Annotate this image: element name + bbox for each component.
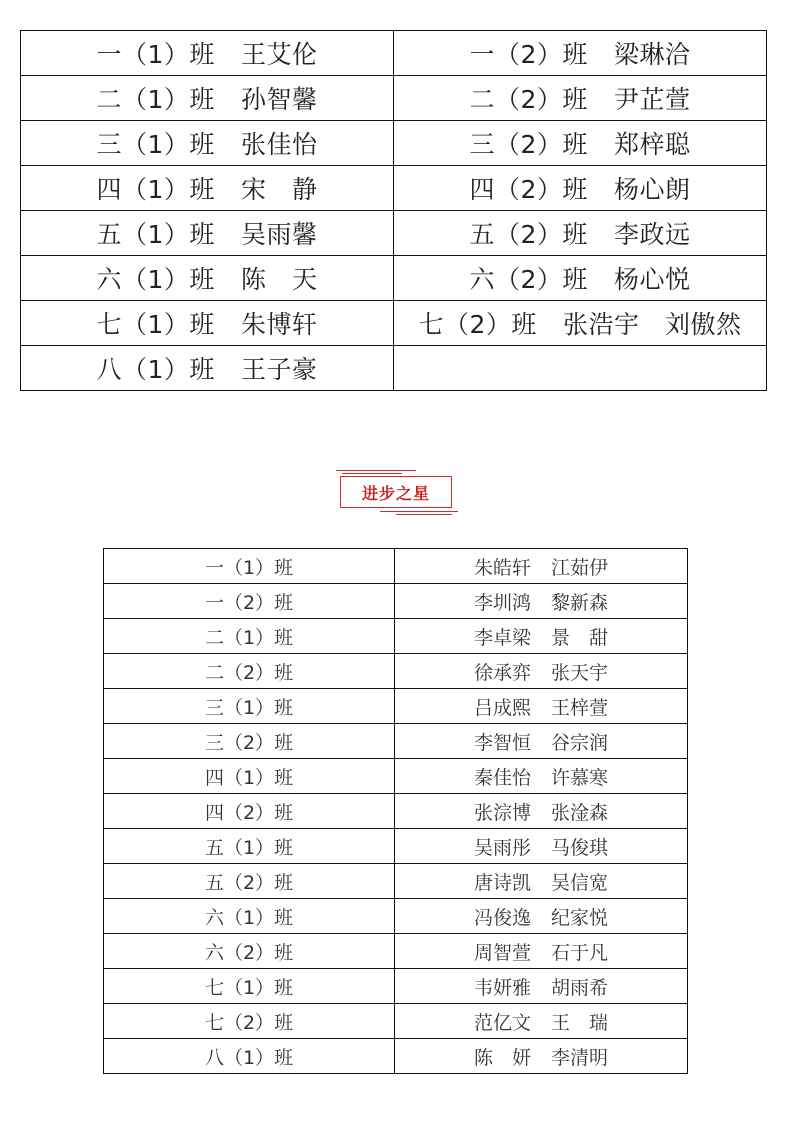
- badge-title: 进步之星: [361, 483, 430, 503]
- student-name: 张天宇: [551, 661, 609, 684]
- student-name: 周智萱: [473, 941, 531, 964]
- class-award-table: [20, 30, 767, 391]
- student-names-cell: [395, 899, 688, 934]
- student-name: 江茹伊: [551, 556, 609, 579]
- student-name: 吕成熙: [473, 696, 531, 719]
- class-award-cell: [394, 211, 767, 256]
- class-label: 四（2）班: [469, 175, 588, 204]
- class-label: 二（1）班: [96, 85, 215, 114]
- progress-star-row: [104, 899, 688, 934]
- progress-star-row: [104, 934, 688, 969]
- class-award-cell: [394, 121, 767, 166]
- student-name: 王 瑞: [551, 1011, 609, 1034]
- progress-star-row: [104, 689, 688, 724]
- class-label: 一（1）班: [96, 40, 215, 69]
- class-label: 三（2）班: [469, 130, 588, 159]
- student-name: 李智恒: [473, 731, 531, 754]
- progress-star-row: [104, 654, 688, 689]
- student-names-cell: [395, 759, 688, 794]
- student-name: 马俊琪: [551, 836, 609, 859]
- student-names-cell: [395, 654, 688, 689]
- progress-star-row: [104, 759, 688, 794]
- class-label: 三（1）班: [104, 689, 395, 724]
- class-label: 七（1）班: [96, 310, 215, 339]
- class-label: 四（1）班: [104, 759, 395, 794]
- class-label: 六（2）班: [104, 934, 395, 969]
- badge-deco-line: [342, 473, 402, 474]
- progress-star-row: [104, 1039, 688, 1074]
- student-name: 李卓梁: [473, 626, 531, 649]
- student-name: 梁琳洽: [613, 40, 691, 69]
- class-award-cell: [394, 256, 767, 301]
- student-names-cell: [395, 934, 688, 969]
- student-names-cell: [395, 829, 688, 864]
- student-names-cell: [395, 1004, 688, 1039]
- student-name: 郑梓聪: [613, 130, 691, 159]
- class-award-cell: [394, 166, 767, 211]
- class-label: 五（1）班: [104, 829, 395, 864]
- student-name: 谷宗润: [551, 731, 609, 754]
- student-name: 吴信宽: [551, 871, 609, 894]
- student-names-cell: [395, 724, 688, 759]
- class-award-row: [21, 211, 767, 256]
- class-award-cell: [394, 346, 767, 391]
- class-award-cell: [394, 31, 767, 76]
- class-award-cell: [21, 121, 394, 166]
- student-name: 冯俊逸: [473, 906, 531, 929]
- student-name: 朱博轩: [240, 310, 318, 339]
- student-names-cell: [395, 689, 688, 724]
- student-name: 黎新森: [551, 591, 609, 614]
- student-name: 景 甜: [551, 626, 609, 649]
- student-name: 吴雨馨: [240, 220, 318, 249]
- class-award-cell: [21, 31, 394, 76]
- student-name: 李清明: [551, 1046, 609, 1069]
- class-award-row: [21, 301, 767, 346]
- student-name: 杨心悦: [613, 265, 691, 294]
- student-name: 王子豪: [240, 355, 318, 384]
- student-name: 纪家悦: [551, 906, 609, 929]
- student-names-cell: [395, 1039, 688, 1074]
- student-name: 宋 静: [240, 175, 318, 204]
- progress-star-row: [104, 969, 688, 1004]
- student-name: 陈 妍: [473, 1046, 531, 1069]
- progress-star-row: [104, 864, 688, 899]
- progress-star-badge: [336, 466, 458, 518]
- class-award-row: [21, 256, 767, 301]
- student-name: 张浩宇 刘傲然: [562, 310, 742, 339]
- class-label: 七（2）班: [418, 310, 537, 339]
- student-name: 吴雨彤: [473, 836, 531, 859]
- class-label: 一（2）班: [104, 584, 395, 619]
- class-label: 八（1）班: [96, 355, 215, 384]
- student-name: 许慕寒: [551, 766, 609, 789]
- progress-star-row: [104, 1004, 688, 1039]
- class-award-cell: [394, 301, 767, 346]
- progress-star-row: [104, 584, 688, 619]
- class-award-cell: [21, 301, 394, 346]
- student-name: 李圳鸿: [473, 591, 531, 614]
- class-award-cell: [21, 256, 394, 301]
- class-award-row: [21, 166, 767, 211]
- student-name: 韦妍雅: [473, 976, 531, 999]
- class-award-cell: [21, 76, 394, 121]
- progress-star-row: [104, 794, 688, 829]
- class-award-row: [21, 31, 767, 76]
- class-award-cell: [21, 211, 394, 256]
- class-label: 三（2）班: [104, 724, 395, 759]
- class-label: 六（2）班: [469, 265, 588, 294]
- student-name: 王梓萱: [551, 696, 609, 719]
- class-award-row: [21, 121, 767, 166]
- progress-star-row: [104, 549, 688, 584]
- class-award-row: [21, 76, 767, 121]
- class-label: 六（1）班: [96, 265, 215, 294]
- class-label: 一（2）班: [469, 40, 588, 69]
- class-label: 二（2）班: [469, 85, 588, 114]
- student-name: 孙智馨: [240, 85, 318, 114]
- class-award-row: [21, 346, 767, 391]
- class-label: 四（2）班: [104, 794, 395, 829]
- class-label: 六（1）班: [104, 899, 395, 934]
- student-name: 范亿文: [473, 1011, 531, 1034]
- class-label: 七（1）班: [104, 969, 395, 1004]
- badge-deco-line: [396, 514, 452, 515]
- student-name: 张佳怡: [240, 130, 318, 159]
- class-label: 八（1）班: [104, 1039, 395, 1074]
- badge-deco-line: [336, 470, 416, 471]
- student-name: 秦佳怡: [473, 766, 531, 789]
- class-label: 一（1）班: [104, 549, 395, 584]
- student-name: 张淙博: [473, 801, 531, 824]
- student-name: 徐承弈: [473, 661, 531, 684]
- student-name: 尹芷萱: [613, 85, 691, 114]
- class-label: 二（2）班: [104, 654, 395, 689]
- class-label: 五（1）班: [96, 220, 215, 249]
- class-label: 七（2）班: [104, 1004, 395, 1039]
- student-name: 李政远: [613, 220, 691, 249]
- student-name: 杨心朗: [613, 175, 691, 204]
- progress-star-table-body: [104, 549, 688, 1074]
- student-names-cell: [395, 584, 688, 619]
- class-label: 五（2）班: [104, 864, 395, 899]
- student-names-cell: [395, 794, 688, 829]
- progress-star-table: [103, 548, 688, 1074]
- student-name: 陈 天: [240, 265, 318, 294]
- student-name: 王艾伦: [240, 40, 318, 69]
- student-name: 朱皓轩: [473, 556, 531, 579]
- badge-deco-line: [380, 511, 458, 512]
- progress-star-row: [104, 724, 688, 759]
- progress-star-row: [104, 619, 688, 654]
- student-name: 石于凡: [551, 941, 609, 964]
- class-label: 二（1）班: [104, 619, 395, 654]
- class-label: 三（1）班: [96, 130, 215, 159]
- student-names-cell: [395, 864, 688, 899]
- class-label: 五（2）班: [469, 220, 588, 249]
- student-names-cell: [395, 619, 688, 654]
- student-name: 张淦森: [551, 801, 609, 824]
- student-names-cell: [395, 969, 688, 1004]
- student-name: 唐诗凯: [473, 871, 531, 894]
- progress-star-row: [104, 829, 688, 864]
- class-award-table-body: [21, 31, 767, 391]
- student-name: 胡雨希: [551, 976, 609, 999]
- student-names-cell: [395, 549, 688, 584]
- class-award-cell: [394, 76, 767, 121]
- class-label: 四（1）班: [96, 175, 215, 204]
- class-award-cell: [21, 166, 394, 211]
- class-award-cell: [21, 346, 394, 391]
